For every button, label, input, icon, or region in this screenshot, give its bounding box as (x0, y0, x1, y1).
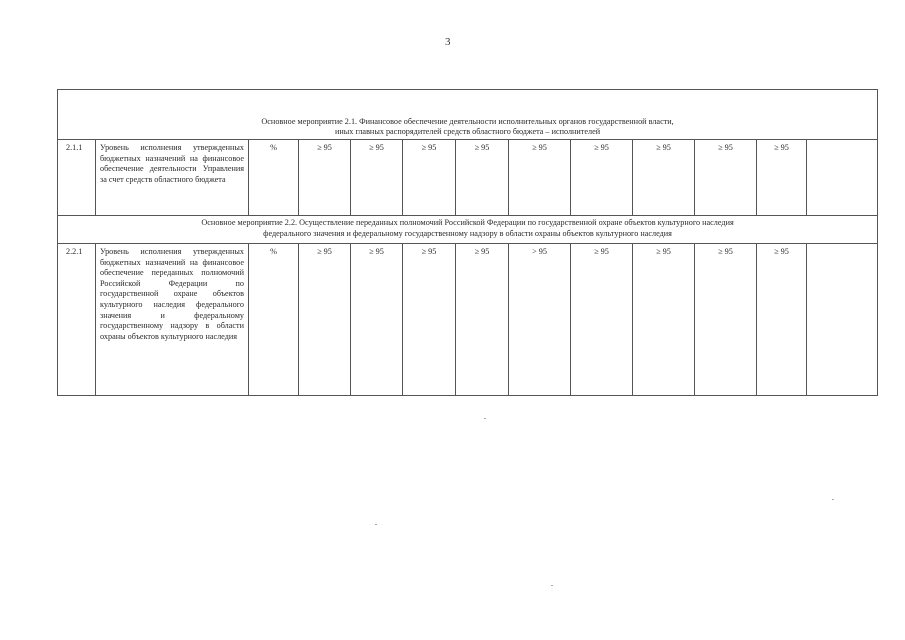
value-cell: ≥ 95 (299, 140, 351, 216)
table-row (58, 244, 878, 396)
section-title-line: Основное мероприятие 2.2. Осуществление переданных полномочий Российской Федерации по государственной охране объектов культурного наследия (201, 218, 734, 228)
unit-cell: % (249, 140, 299, 216)
value-cell: > 95 (509, 244, 571, 396)
scan-speck (832, 499, 834, 500)
value-cell (807, 140, 878, 216)
value-cell: ≥ 95 (571, 140, 633, 216)
row-number: 2.1.1 (58, 140, 96, 216)
value-cell: ≥ 95 (351, 140, 403, 216)
value-cell: ≥ 95 (695, 244, 757, 396)
section-title-line: Основное мероприятие 2.1. Финансовое обеспечение деятельности исполнительных органов государственной власти, (261, 116, 674, 126)
value-cell: ≥ 95 (403, 140, 456, 216)
section-header-row (58, 90, 878, 140)
value-cell: ≥ 95 (351, 244, 403, 396)
scan-speck (551, 585, 553, 586)
row-number: 2.2.1 (58, 244, 96, 396)
scan-speck (484, 418, 486, 419)
indicators-table (57, 89, 878, 396)
indicator-name: Уровень исполнения утвержденных бюджетных назначений на финансовое обеспечение деятельности Управления за счет средств областного бюджета (96, 140, 249, 216)
section-header-row (58, 216, 878, 244)
table-row (58, 140, 878, 216)
section-title (58, 216, 878, 244)
value-cell: ≥ 95 (571, 244, 633, 396)
value-cell: ≥ 95 (695, 140, 757, 216)
value-cell: ≥ 95 (633, 140, 695, 216)
value-cell: ≥ 95 (633, 244, 695, 396)
value-cell: ≥ 95 (757, 140, 807, 216)
value-cell: ≥ 95 (456, 244, 509, 396)
value-cell (807, 244, 878, 396)
section-title-line: иных главных распорядителей средств областного бюджета – исполнителей (335, 127, 601, 137)
indicator-name: Уровень исполнения утвержденных бюджетных назначений на финансовое обеспечение переданных полномочий Российской Федерации по государственной охране объектов культурного наследия федерального значения и федеральному государственному надзору в области охраны объектов культурного наследия (96, 244, 249, 396)
value-cell: ≥ 95 (299, 244, 351, 396)
value-cell: ≥ 95 (403, 244, 456, 396)
section-title-line: федерального значения и федеральному государственному надзору в области охраны объектов культурного наследия (263, 229, 672, 238)
value-cell: ≥ 95 (509, 140, 571, 216)
section-title (58, 90, 878, 140)
value-cell: ≥ 95 (757, 244, 807, 396)
unit-cell: % (249, 244, 299, 396)
page-number: 3 (445, 36, 451, 48)
scan-speck (375, 524, 377, 525)
value-cell: ≥ 95 (456, 140, 509, 216)
